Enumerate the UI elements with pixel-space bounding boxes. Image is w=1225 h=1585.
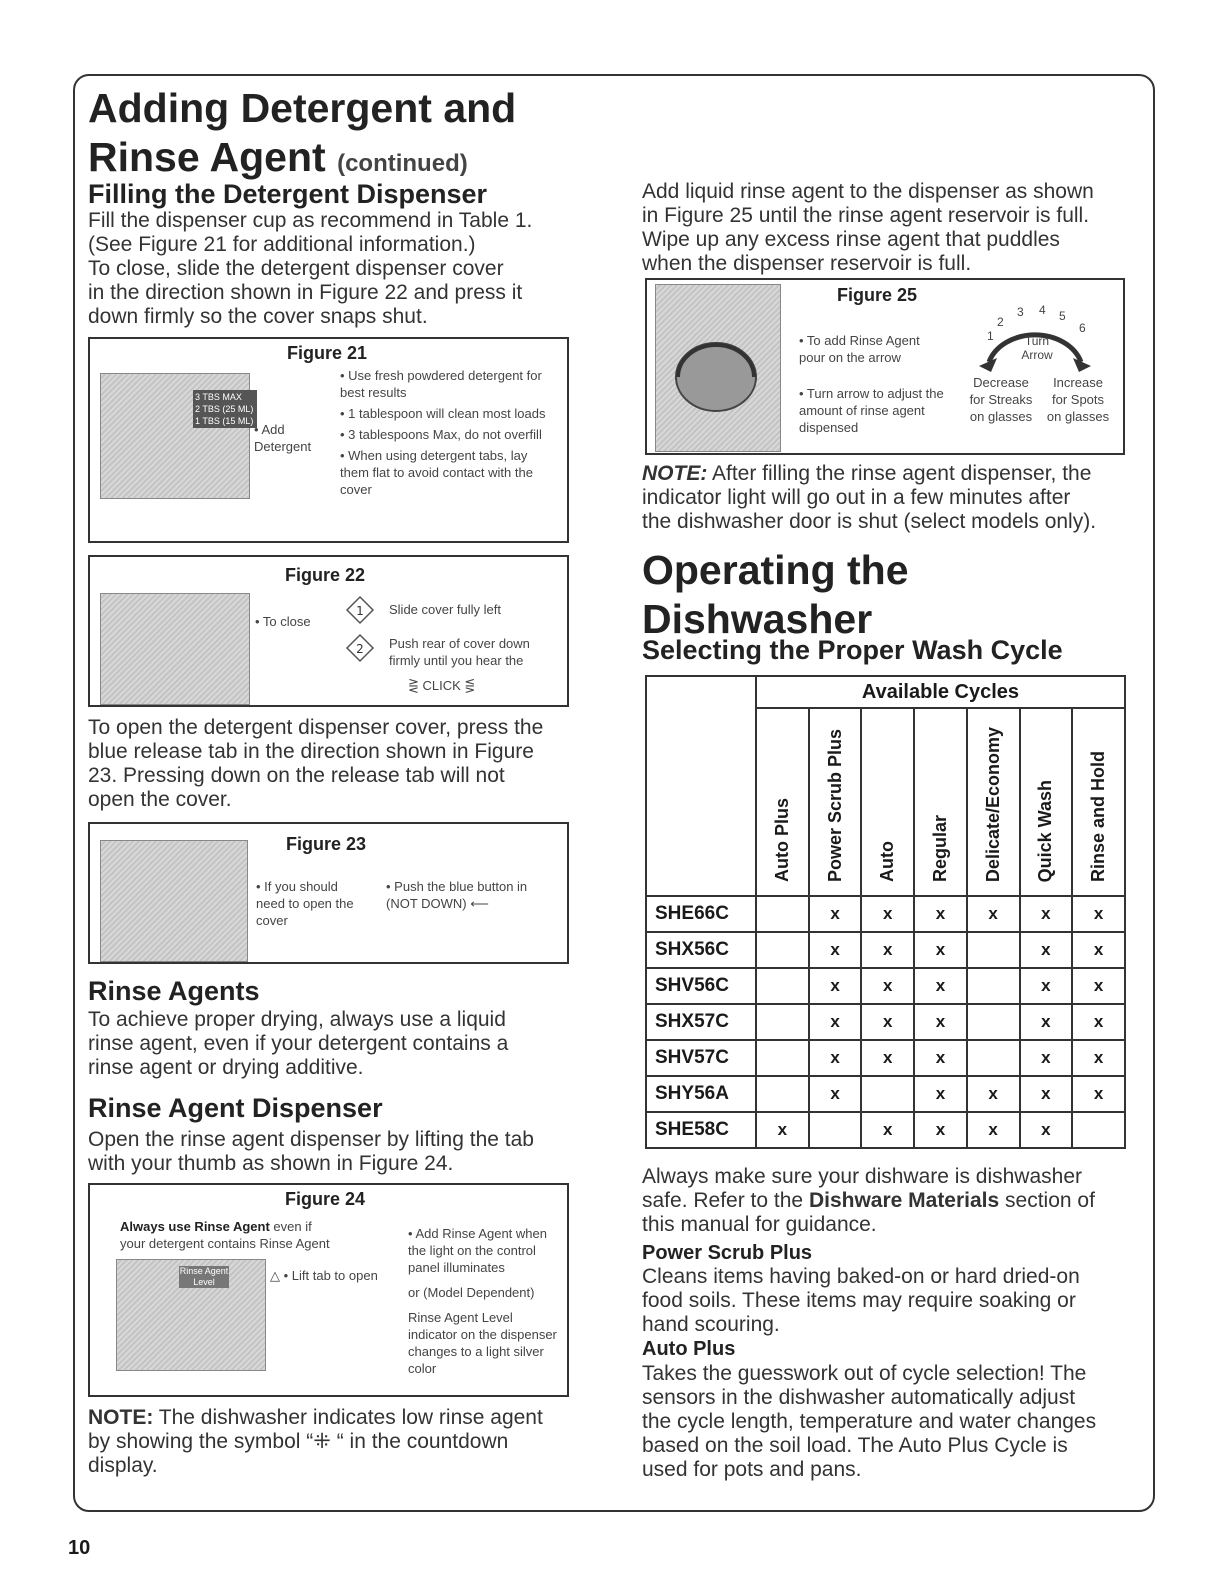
rinse-dispenser-text: Open the rinse agent dispenser by lifting the tab with your thumb as shown in Figure 24. xyxy=(88,1128,534,1175)
cycle-availability-cell: x xyxy=(1072,932,1125,968)
dispenser-close-image xyxy=(100,593,250,705)
table-row xyxy=(646,1076,1125,1112)
rinse-dispenser-image xyxy=(116,1259,266,1371)
cycle-availability-cell: x xyxy=(861,1004,914,1040)
svg-text:1: 1 xyxy=(356,604,364,618)
cycle-availability-cell xyxy=(967,932,1020,968)
cycle-column-header xyxy=(914,708,967,896)
available-cycles-table xyxy=(645,675,1126,1149)
title-line-2: Rinse Agent xyxy=(88,134,326,180)
cycle-availability-cell: x xyxy=(914,1112,967,1148)
open-cover-text: To open the detergent dispenser cover, press the blue release tab in the direction shown in Figure 23. Pressing down on the release tab will not open the cover. xyxy=(88,716,544,811)
cycle-availability-cell xyxy=(809,1112,862,1148)
cycle-availability-cell: x xyxy=(809,1076,862,1112)
rinse-dial-image xyxy=(655,284,781,452)
cycle-availability-cell: x xyxy=(1072,1076,1125,1112)
dial-rotate-icon xyxy=(666,337,766,417)
cycle-availability-cell: x xyxy=(914,1040,967,1076)
cycle-availability-cell: x xyxy=(1020,1112,1073,1148)
table-row xyxy=(646,1004,1125,1040)
cycle-availability-cell: x xyxy=(1020,1040,1073,1076)
step-2-icon xyxy=(345,633,375,663)
figure-21 xyxy=(88,337,569,543)
cycle-availability-cell xyxy=(756,896,809,932)
step-1-icon xyxy=(345,595,375,625)
figure-23-left-text: • If you should need to open the cover xyxy=(256,879,354,928)
left-arrow-icon: ⟵ xyxy=(470,896,489,911)
filling-heading: Filling the Detergent Dispenser xyxy=(88,179,488,209)
rinse-fill-text: Add liquid rinse agent to the dispenser as shown in Figure 25 until the rinse agent reservoir is full. Wipe up any excess rinse agent that puddles when the dispenser reservoir is full. xyxy=(642,180,1094,275)
model-cell: SHX56C xyxy=(646,932,756,968)
cycle-column-label: Delicate/Economy xyxy=(982,726,1003,882)
figure-25-bullet-1: • To add Rinse Agent pour on the arrow xyxy=(799,333,920,365)
cycle-availability-cell xyxy=(756,1076,809,1112)
model-cell: SHX57C xyxy=(646,1004,756,1040)
cycle-column-label: Auto xyxy=(877,841,898,882)
figure-23-right-text: • Push the blue button in (NOT DOWN) ⟵ xyxy=(386,879,528,911)
title-line-1: Adding Detergent and xyxy=(88,85,517,131)
increase-label: Increase for Spots on glasses xyxy=(1046,375,1110,424)
cycle-availability-cell: x xyxy=(809,1040,862,1076)
figure-25: Figure 25 • To add Rinse Agent pour on the arrow • Turn arrow to adjust the amount of rinse agent dispensed 2 3 4 5 6 1 Turn Arrow Decrease for Streaks on glasses Increase for Spots on glasses xyxy=(645,278,1125,455)
cycle-availability-cell xyxy=(967,1004,1020,1040)
cycle-column-label: Regular xyxy=(929,814,950,882)
cycle-column-label: Power Scrub Plus xyxy=(824,728,845,882)
figure-22-title: Figure 22 xyxy=(285,565,366,585)
figure-23-title: Figure 23 xyxy=(286,834,367,854)
cycle-availability-cell: x xyxy=(914,1076,967,1112)
figure-22 xyxy=(88,555,569,707)
figure-21-title: Figure 21 xyxy=(287,343,368,363)
cycle-availability-cell: x xyxy=(1072,1004,1125,1040)
table-row xyxy=(646,1040,1125,1076)
cycle-column-label: Auto Plus xyxy=(771,798,792,882)
figure-24-title: Figure 24 xyxy=(285,1189,366,1209)
table-row xyxy=(646,1112,1125,1148)
cycle-availability-cell xyxy=(756,1004,809,1040)
cycle-availability-cell: x xyxy=(809,1004,862,1040)
auto-plus-text: Takes the guesswork out of cycle selection! The sensors in the dishwasher automatically adjust the cycle length, temperature and water changes based on the soil load. The Auto Plus Cycle is used for pots and pans. xyxy=(642,1362,1097,1481)
decrease-label: Decrease for Streaks on glasses xyxy=(969,375,1033,424)
model-cell: SHE58C xyxy=(646,1112,756,1148)
cycle-column-header xyxy=(861,708,914,896)
cycle-column-header xyxy=(809,708,862,896)
cycle-availability-cell: x xyxy=(1020,1004,1073,1040)
table-row xyxy=(646,932,1125,968)
cycle-column-header xyxy=(967,708,1020,896)
always-use-text: Always use Rinse Agent even if your detergent contains Rinse Agent xyxy=(120,1219,330,1251)
cycle-availability-cell: x xyxy=(1020,1076,1073,1112)
figure-24-right-text: • Add Rinse Agent when the light on the control panel illuminates or (Model Dependent) Rinse Agent Level indicator on the dispenser changes to a light silver color xyxy=(408,1226,557,1376)
cycle-availability-cell xyxy=(861,1076,914,1112)
cycle-availability-cell: x xyxy=(1072,1040,1125,1076)
figure-25-bullet-2: • Turn arrow to adjust the amount of rinse agent dispensed xyxy=(799,386,944,435)
indicator-light-note: NOTE: After filling the rinse agent dispenser, the indicator light will go out in a few minutes after the dishwasher door is shut (select models only). xyxy=(642,462,1097,533)
cup-level-labels: 3 TBS MAX 2 TBS (25 ML) 1 TBS (15 ML) xyxy=(193,390,257,428)
cycle-availability-cell: x xyxy=(1072,896,1125,932)
cycle-column-header xyxy=(1072,708,1125,896)
cycle-availability-cell: x xyxy=(809,932,862,968)
model-cell: SHV57C xyxy=(646,1040,756,1076)
figure-23 xyxy=(88,822,569,964)
cycle-availability-cell: x xyxy=(756,1112,809,1148)
available-cycles-header: Available Cycles xyxy=(756,676,1125,708)
cycle-availability-cell: x xyxy=(967,1076,1020,1112)
cycle-availability-cell xyxy=(756,1040,809,1076)
auto-plus-heading: Auto Plus xyxy=(642,1338,736,1360)
figure-24 xyxy=(88,1183,569,1397)
filling-text: Fill the dispenser cup as recommend in Table 1. (See Figure 21 for additional information.) To close, slide the detergent dispenser cover in the direction shown in Figure 22 and press it down firmly so the cover snaps shut. xyxy=(88,209,533,328)
dishware-safety-text: Always make sure your dishware is dishwasher safe. Refer to the Dishware Materials section of this manual for guidance. xyxy=(642,1165,1095,1236)
cycle-availability-cell: x xyxy=(914,1004,967,1040)
cycle-availability-cell: x xyxy=(1020,968,1073,1004)
page-title xyxy=(88,84,516,182)
model-cell: SHY56A xyxy=(646,1076,756,1112)
cycle-availability-cell: x xyxy=(809,968,862,1004)
rinse-level-label: Rinse Agent Level xyxy=(179,1266,229,1287)
cycle-availability-cell: x xyxy=(861,896,914,932)
release-tab-image xyxy=(100,840,248,962)
power-scrub-heading: Power Scrub Plus xyxy=(642,1242,813,1264)
add-detergent-label: • Add Detergent xyxy=(254,422,312,454)
detergent-cup-image xyxy=(100,373,254,499)
cycle-availability-cell: x xyxy=(861,1112,914,1148)
cycle-availability-cell xyxy=(967,968,1020,1004)
step-2-text: Push rear of cover down firmly until you hear the xyxy=(389,636,530,668)
cycle-column-header xyxy=(756,708,809,896)
click-label: ⋛ CLICK ⋚ xyxy=(408,678,476,693)
cycle-column-label: Quick Wash xyxy=(1035,779,1056,882)
table-corner xyxy=(646,676,756,896)
rinse-agents-text: To achieve proper drying, always use a liquid rinse agent, even if your detergent contains a rinse agent or drying additive. xyxy=(88,1008,509,1079)
step-1-text: Slide cover fully left xyxy=(389,602,501,617)
figure-21-bullets: • Use fresh powdered detergent for best results • 1 tablespoon will clean most loads • 3 tablespoons Max, do not overfill • When using detergent tabs, lay them flat to avoid contact with the cover xyxy=(340,368,546,497)
up-arrow-icon: △ xyxy=(270,1268,280,1283)
title-suffix: (continued) xyxy=(337,150,468,177)
cycle-availability-cell xyxy=(756,968,809,1004)
cycle-availability-cell: x xyxy=(967,896,1020,932)
cycle-availability-cell: x xyxy=(1020,932,1073,968)
cycle-availability-cell xyxy=(756,932,809,968)
turn-arrow-label: Turn Arrow xyxy=(1021,334,1053,362)
to-close-label: • To close xyxy=(255,614,311,629)
table-row xyxy=(646,968,1125,1004)
svg-text:2: 2 xyxy=(356,642,364,656)
cycle-column-label: Rinse and Hold xyxy=(1088,750,1109,882)
cycle-availability-cell xyxy=(967,1040,1020,1076)
rinse-dispenser-heading: Rinse Agent Dispenser xyxy=(88,1093,383,1123)
model-cell: SHE66C xyxy=(646,896,756,932)
cycle-availability-cell: x xyxy=(861,1040,914,1076)
cycle-availability-cell: x xyxy=(861,932,914,968)
rinse-agents-heading: Rinse Agents xyxy=(88,976,260,1006)
lift-tab-text: △ • Lift tab to open xyxy=(270,1268,378,1283)
figure-25-title: Figure 25 xyxy=(837,285,918,305)
cycle-availability-cell: x xyxy=(1072,968,1125,1004)
cycle-availability-cell: x xyxy=(1020,896,1073,932)
operating-heading: Operating the Dishwasher xyxy=(642,547,909,642)
cycle-availability-cell: x xyxy=(914,968,967,1004)
cycle-availability-cell xyxy=(1072,1112,1125,1148)
cycle-availability-cell: x xyxy=(861,968,914,1004)
cycle-column-header xyxy=(1020,708,1073,896)
low-rinse-note: NOTE: The dishwasher indicates low rinse agent by showing the symbol “⁜ “ in the countdown display. xyxy=(88,1406,543,1477)
page-number: 10 xyxy=(68,1537,91,1559)
power-scrub-text: Cleans items having baked-on or hard dried-on food soils. These items may require soaking or hand scouring. xyxy=(642,1265,1080,1336)
cycle-availability-cell: x xyxy=(914,896,967,932)
cycle-availability-cell: x xyxy=(967,1112,1020,1148)
table-row xyxy=(646,896,1125,932)
cycle-availability-cell: x xyxy=(809,896,862,932)
model-cell: SHV56C xyxy=(646,968,756,1004)
selecting-heading: Selecting the Proper Wash Cycle xyxy=(642,635,1063,665)
cycle-availability-cell: x xyxy=(914,932,967,968)
